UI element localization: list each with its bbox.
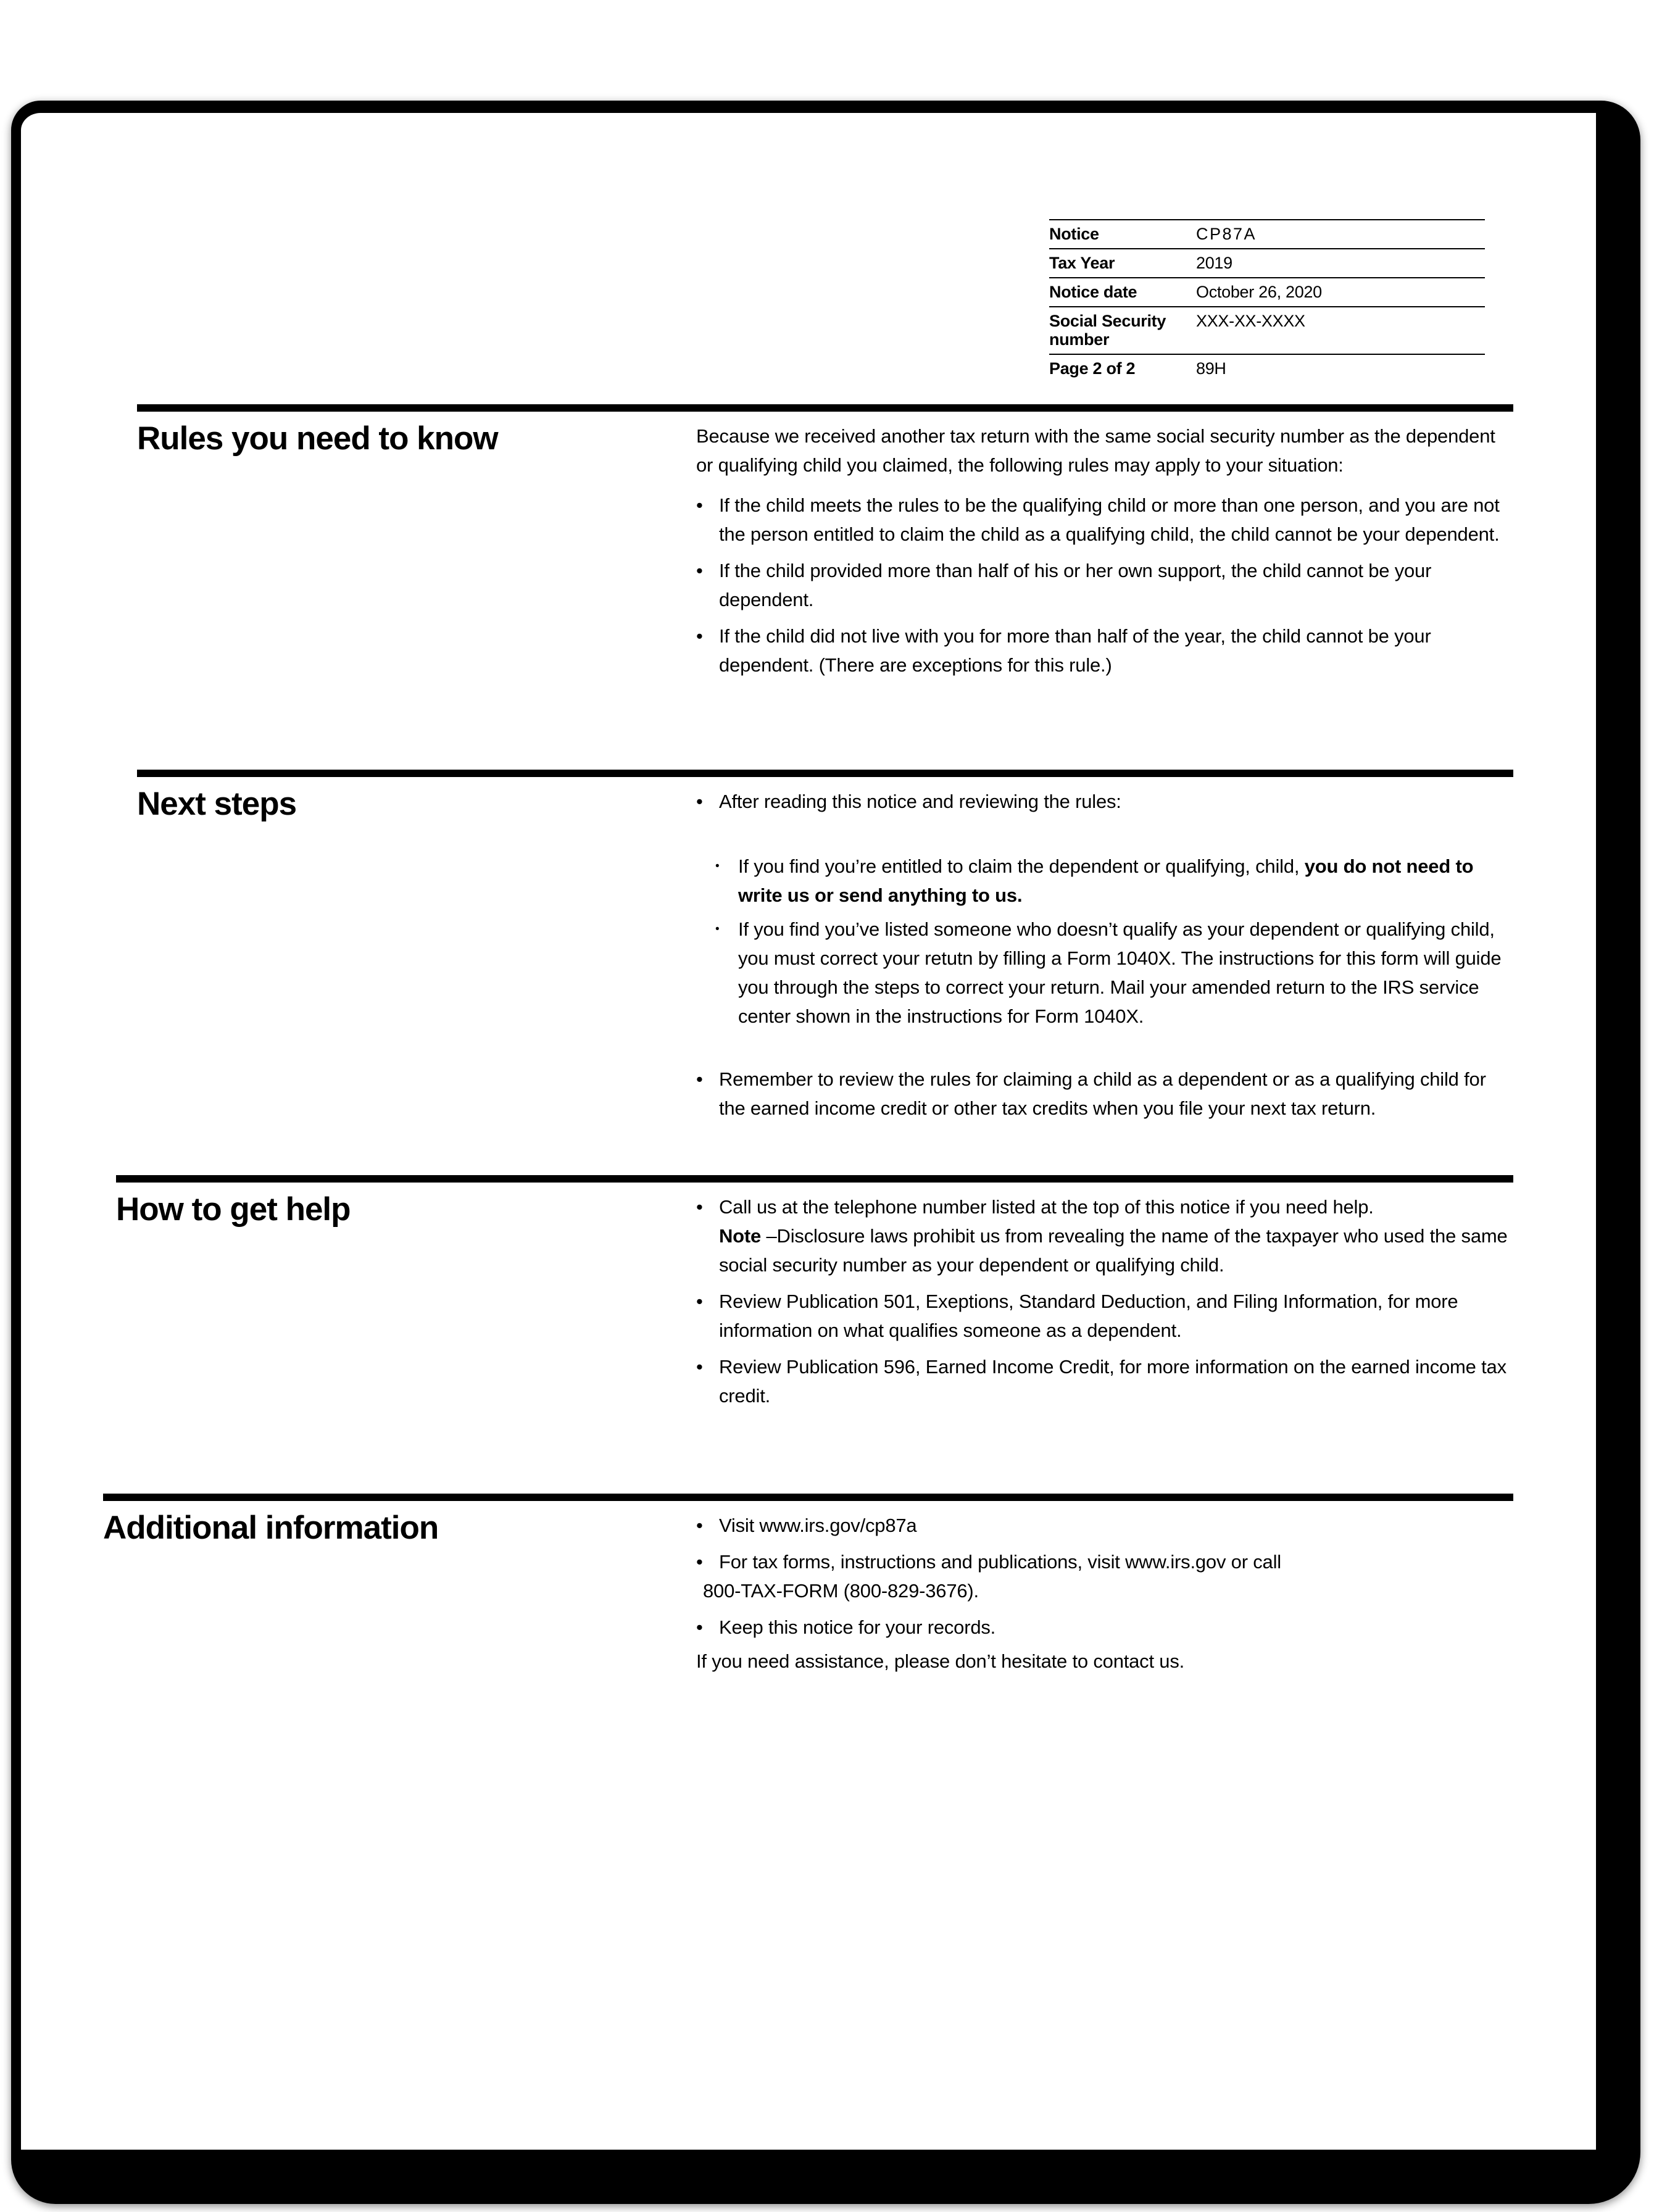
additional-bullet-visit-url: Visit www.irs.gov/cp87a xyxy=(719,1515,917,1536)
section-heading-help: How to get help xyxy=(116,1191,351,1228)
meta-value-page: 89H xyxy=(1196,354,1485,383)
rules-bullet-2: If the child provided more than half of his or her own support, the child cannot be your dependent. xyxy=(719,560,1432,610)
section-heading-additional-info: Additional information xyxy=(103,1510,439,1546)
rules-intro: Because we received another tax return with the same social security number as the dependent or qualifying child you claimed, the following rules may apply to your situation: xyxy=(696,425,1495,476)
sub-1-text: If you find you’re entitled to claim the dependent or qualifying, child, xyxy=(738,855,1305,877)
list-item xyxy=(696,915,1513,1031)
next-steps-sub-1 xyxy=(738,852,1513,910)
section-divider xyxy=(103,1494,1513,1501)
section-body-additional-info xyxy=(696,1501,1513,1676)
bullet-icon: • xyxy=(696,1515,703,1536)
list-item xyxy=(696,1547,1513,1605)
section-heading-rules: Rules you need to know xyxy=(137,420,498,457)
closing-line: If you need assistance, please don’t hesitate to contact us. xyxy=(696,1650,1185,1672)
section-divider xyxy=(137,770,1513,777)
bullet-icon: • xyxy=(696,1196,703,1218)
sub-bullet-icon: • xyxy=(715,923,720,936)
section-body-rules xyxy=(696,412,1513,680)
help-bullet-1 xyxy=(719,1192,1513,1279)
section-divider xyxy=(116,1175,1513,1183)
help-call-text: Call us at the telephone number listed at the top of this notice if you need help. xyxy=(719,1196,1374,1218)
bullet-icon: • xyxy=(696,1291,703,1312)
meta-label-notice: Notice xyxy=(1049,220,1196,249)
bullet-icon: • xyxy=(696,494,703,516)
sub-1-bold-text: you do not need to write us or send anything to us. xyxy=(738,855,1474,906)
help-note-text: –Disclosure laws prohibit us from revealing the name of the taxpayer who used the same social security number as your dependent or qualifying child. xyxy=(719,1225,1508,1276)
page-content xyxy=(21,113,1596,2150)
bullet-icon: • xyxy=(696,1068,703,1090)
meta-label-ssn: Social Security number xyxy=(1049,307,1196,354)
meta-row-tax-year xyxy=(1049,249,1485,278)
list-item xyxy=(696,1192,1513,1279)
help-note-label: Note xyxy=(719,1225,762,1247)
section-next-steps xyxy=(137,770,1513,1123)
meta-row-notice xyxy=(1049,220,1485,249)
tax-form-phone: 800-TAX-FORM (800-829-3676). xyxy=(703,1580,979,1602)
list-item xyxy=(696,491,1513,549)
next-steps-intro: After reading this notice and reviewing the rules: xyxy=(719,791,1121,812)
section-body-help xyxy=(696,1183,1513,1410)
rules-bullet-1: If the child meets the rules to be the qualifying child or more than one person, and you are not the person entitled to claim the child as a qualifying child, the child cannot be your dependent. xyxy=(719,494,1500,545)
list-item xyxy=(696,1613,1513,1642)
list-item xyxy=(696,787,1513,816)
bullet-icon: • xyxy=(696,625,703,647)
notice-meta-table xyxy=(1049,219,1485,383)
meta-value-ssn: XXX-XX-XXXX xyxy=(1196,307,1485,354)
section-rules xyxy=(137,404,1513,680)
bullet-icon: • xyxy=(696,560,703,581)
help-bullet-2: Review Publication 501, Exeptions, Standard Deduction, and Filing Information, for more information on what qualifies someone as a dependent. xyxy=(719,1291,1458,1341)
list-item xyxy=(696,1511,1513,1540)
bullet-icon: • xyxy=(696,1616,703,1638)
help-bullet-3: Review Publication 596, Earned Income Credit, for more information on the earned income tax credit. xyxy=(719,1356,1506,1407)
next-steps-sublist xyxy=(696,852,1513,1031)
list-item xyxy=(696,1352,1513,1410)
list-item xyxy=(696,1287,1513,1345)
meta-value-tax-year: 2019 xyxy=(1196,249,1485,278)
next-steps-sub-2: If you find you’ve listed someone who doesn’t qualify as your dependent or qualifying child, you must correct your retutn by filling a Form 1040X. The instructions for this form will guide you through the steps to correct your return. Mail your amended return to the IRS service center shown in the instructions for Form 1040X. xyxy=(738,918,1502,1027)
list-item xyxy=(696,1065,1513,1123)
tax-forms-text: For tax forms, instructions and publications, visit www.irs.gov or call xyxy=(719,1551,1281,1573)
additional-bullet-tax-forms xyxy=(703,1547,1513,1605)
list-item xyxy=(696,852,1513,910)
list-item xyxy=(696,622,1513,680)
meta-label-tax-year: Tax Year xyxy=(1049,249,1196,278)
list-item xyxy=(696,556,1513,614)
sub-bullet-icon: • xyxy=(715,860,720,873)
section-additional-info xyxy=(103,1494,1513,1676)
bullet-icon: • xyxy=(696,1356,703,1378)
meta-label-page: Page 2 of 2 xyxy=(1049,354,1196,383)
meta-row-notice-date xyxy=(1049,278,1485,307)
rules-bullet-3: If the child did not live with you for more than half of the year, the child cannot be your dependent. (There are exceptions for this rule.) xyxy=(719,625,1431,676)
meta-row-ssn xyxy=(1049,307,1485,354)
bullet-icon: • xyxy=(696,1551,703,1573)
section-heading-next-steps: Next steps xyxy=(137,786,297,822)
meta-row-page xyxy=(1049,354,1485,383)
section-body-next-steps xyxy=(696,777,1513,1123)
meta-label-notice-date: Notice date xyxy=(1049,278,1196,307)
meta-value-notice-date: October 26, 2020 xyxy=(1196,278,1485,307)
next-steps-remember: Remember to review the rules for claiming a child as a dependent or as a qualifying child for the earned income credit or other tax credits when you file your next tax return. xyxy=(719,1068,1486,1119)
section-divider xyxy=(137,404,1513,412)
additional-bullet-keep-notice: Keep this notice for your records. xyxy=(719,1616,996,1638)
bullet-icon: • xyxy=(696,791,703,812)
document-page xyxy=(11,101,1640,2204)
section-help xyxy=(116,1175,1513,1410)
meta-value-notice: CP87A xyxy=(1196,220,1485,249)
